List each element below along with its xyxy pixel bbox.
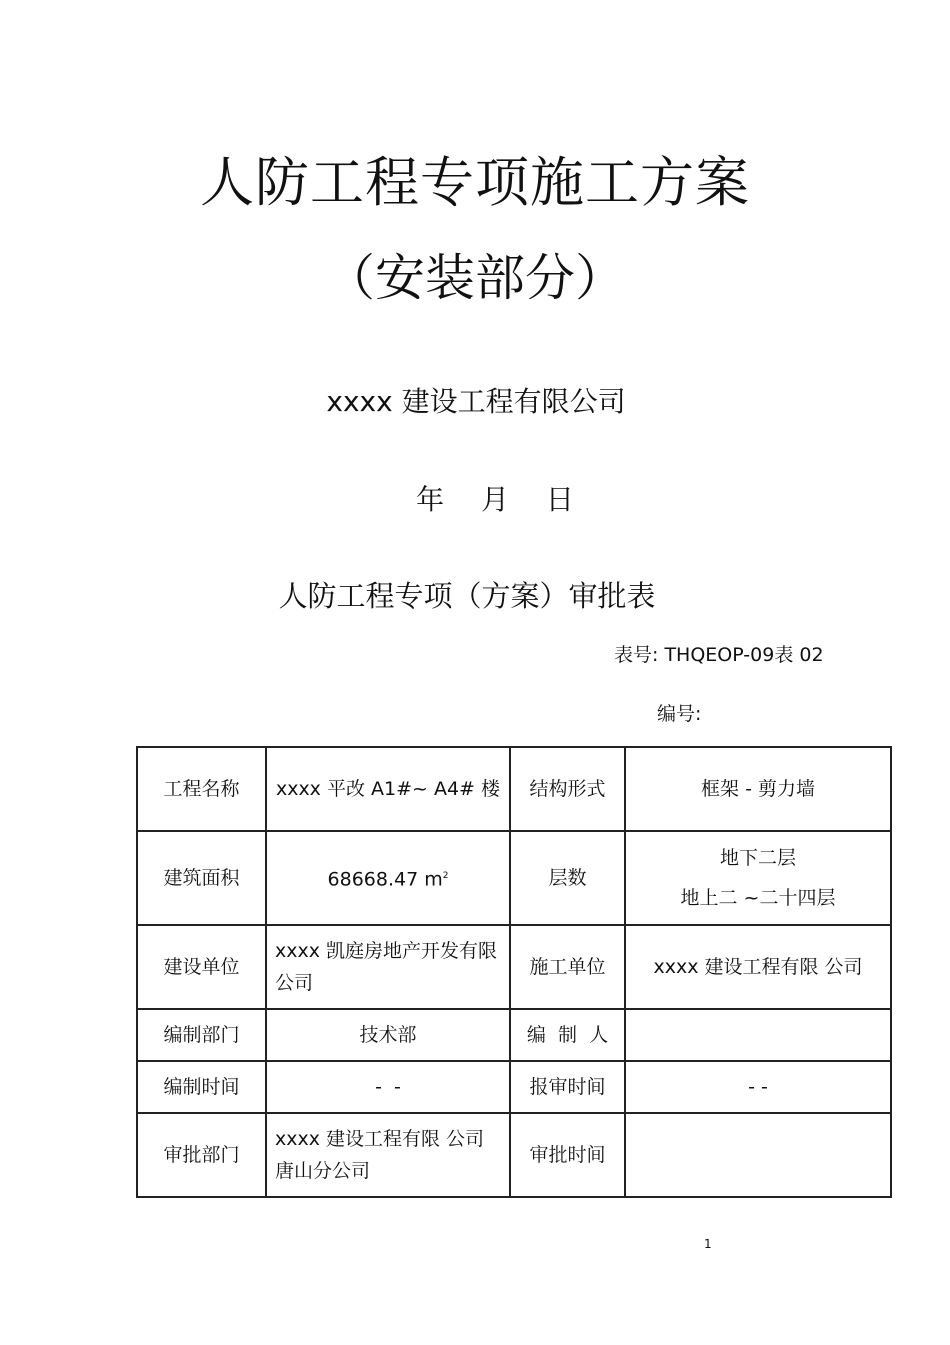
value-floors: 地下二层 地上二 ~二十四层 <box>625 831 891 925</box>
label-building-area: 建筑面积 <box>137 831 266 925</box>
label-prep-dept: 编制部门 <box>137 1009 266 1061</box>
form-title: 人防工程专项（方案）审批表 <box>278 579 656 613</box>
label-owner-unit: 建设单位 <box>137 925 266 1009</box>
label-floors: 层数 <box>510 831 625 925</box>
value-approval-dept: xxxx 建设工程有限 公司唐山分公司 <box>266 1113 510 1197</box>
label-project-name: 工程名称 <box>137 747 266 831</box>
document-subtitle: （安装部分） <box>325 249 625 307</box>
document-title: 人防工程专项施工方案 <box>200 151 750 214</box>
page-number: 1 <box>704 1237 712 1251</box>
value-building-area: 68668.47 $m^2$ <box>266 831 510 925</box>
label-construction-unit: 施工单位 <box>510 925 625 1009</box>
value-submit-time: - - <box>625 1061 891 1113</box>
value-prep-dept: 技术部 <box>266 1009 510 1061</box>
date-line: 年 月 日 <box>416 483 574 516</box>
value-owner-unit: xxxx 凯庭房地产开发有限公司 <box>266 925 510 1009</box>
label-prep-time: 编制时间 <box>137 1061 266 1113</box>
form-number: 表号: THQEOP-09表 02 <box>614 644 824 666</box>
label-preparer: 编 制 人 <box>510 1009 625 1061</box>
table-row <box>137 1061 891 1113</box>
label-approval-dept: 审批部门 <box>137 1113 266 1197</box>
value-approval-time <box>625 1113 891 1197</box>
value-project-name: xxxx 平改 A1#~ A4# 楼 <box>266 747 510 831</box>
label-submit-time: 报审时间 <box>510 1061 625 1113</box>
label-structure-type: 结构形式 <box>510 747 625 831</box>
value-construction-unit: xxxx 建设工程有限 公司 <box>625 925 891 1009</box>
table-row <box>137 747 891 831</box>
table-row <box>137 925 891 1009</box>
value-structure-type: 框架 - 剪力墙 <box>625 747 891 831</box>
approval-table <box>136 746 892 1198</box>
serial-label: 编号: <box>657 703 702 725</box>
company-name: xxxx 建设工程有限公司 <box>326 385 626 418</box>
table-row <box>137 831 891 925</box>
label-approval-time: 审批时间 <box>510 1113 625 1197</box>
value-preparer <box>625 1009 891 1061</box>
value-prep-time: - - <box>266 1061 510 1113</box>
table-row <box>137 1113 891 1197</box>
table-row <box>137 1009 891 1061</box>
